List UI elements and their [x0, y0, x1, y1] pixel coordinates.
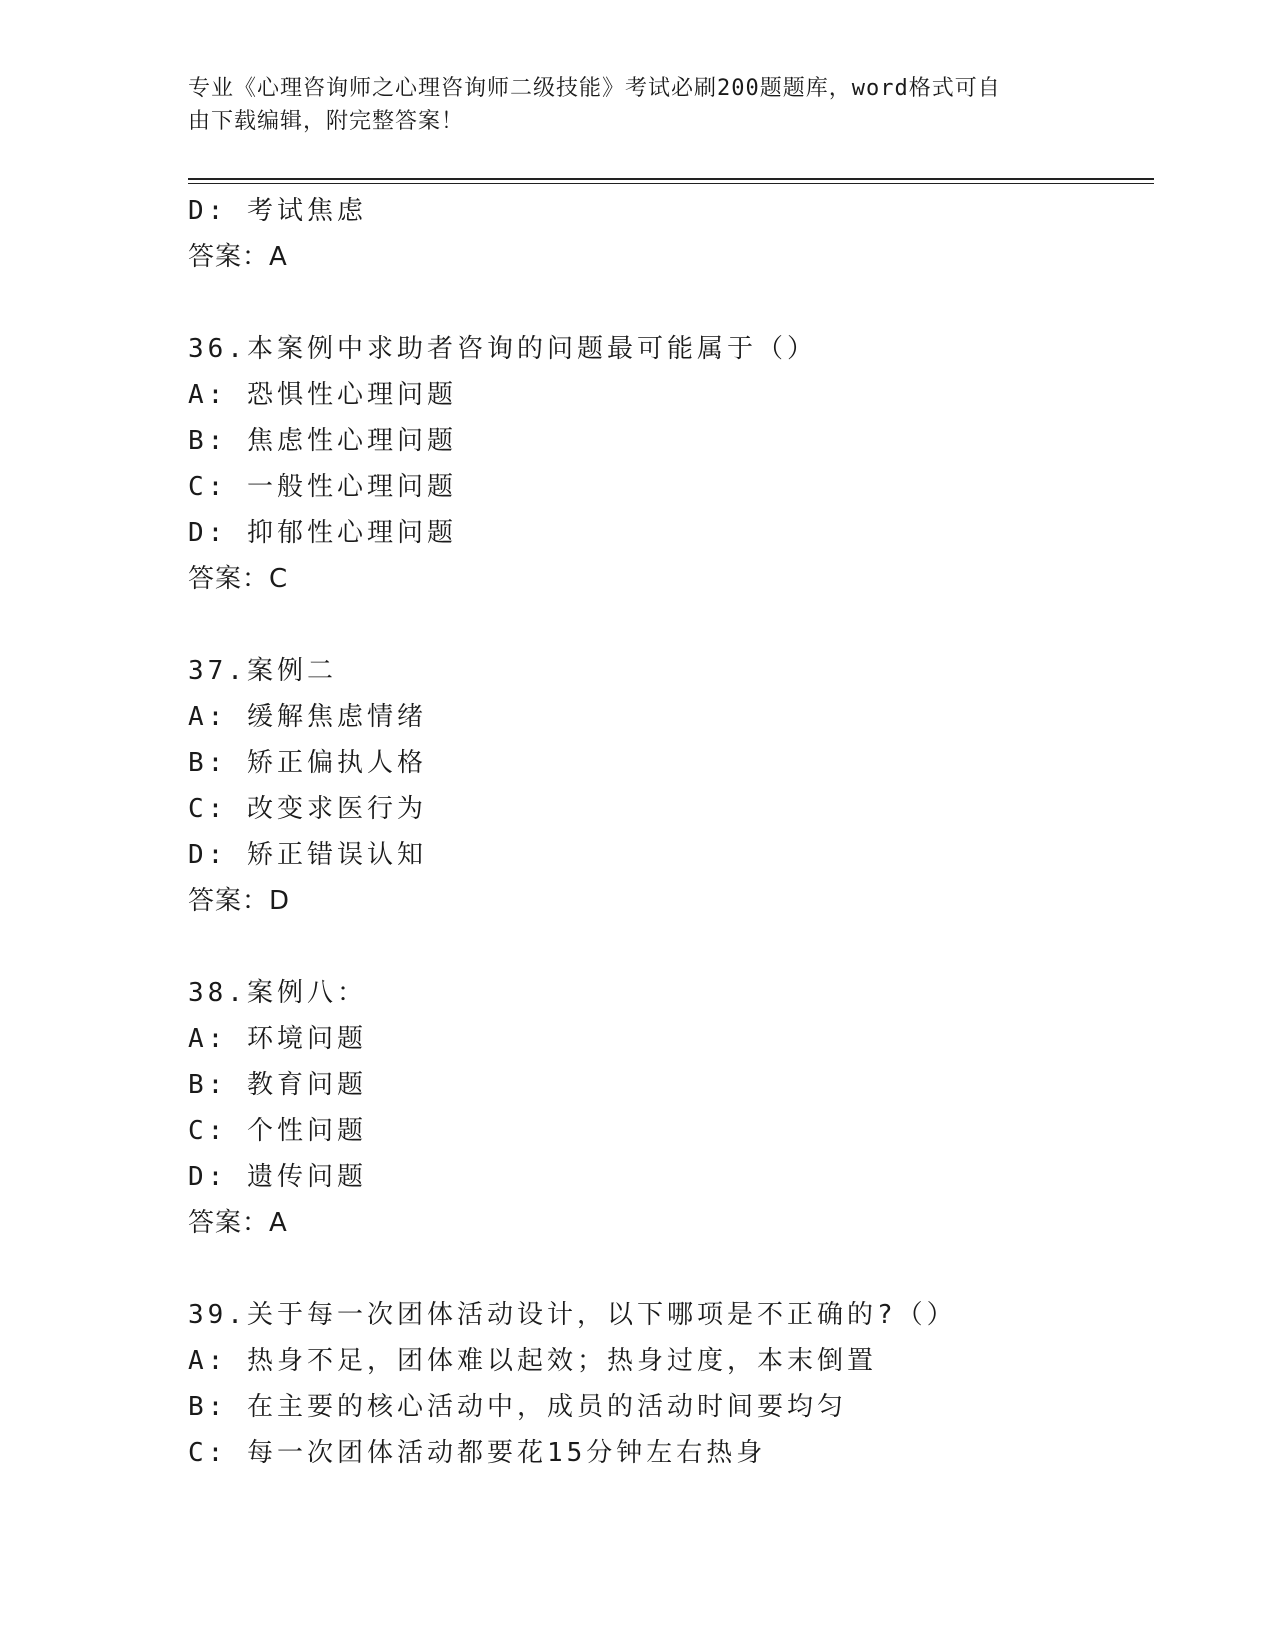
question-gap [188, 280, 1148, 326]
question-37-option-d: D: 矫正错误认知 [188, 840, 427, 870]
answer-label: 答案： [188, 242, 270, 272]
question-36-option-c: C: 一般性心理问题 [188, 472, 457, 502]
question-36-option-d: D: 抑郁性心理问题 [188, 518, 457, 548]
answer-value: C [269, 564, 289, 594]
question-36-stem: 36.本案例中求助者咨询的问题最可能属于（） [188, 334, 817, 364]
question-39-option-a: A: 热身不足，团体难以起效；热身过度，本末倒置 [188, 1346, 877, 1376]
question-36-option-b: B: 焦虑性心理问题 [188, 426, 457, 456]
question-gap [188, 602, 1148, 648]
answer-value: A [269, 242, 288, 272]
answer-label: 答案： [188, 564, 270, 594]
header-divider-thick [188, 178, 1154, 180]
question-37-answer [188, 878, 1148, 924]
question-37-option-b: B: 矫正偏执人格 [188, 748, 427, 778]
document-header [188, 72, 1088, 138]
question-37-option-c: C: 改变求医行为 [188, 794, 427, 824]
question-38-option-b: B: 教育问题 [188, 1070, 367, 1100]
question-gap [188, 924, 1148, 970]
question-39-stem: 39.关于每一次团体活动设计，以下哪项是不正确的?（） [188, 1300, 957, 1330]
answer-value: A [269, 1208, 288, 1238]
question-37-option-a: A: 缓解焦虑情绪 [188, 702, 427, 732]
question-list [188, 188, 1148, 1476]
question-38-option-d: D: 遗传问题 [188, 1162, 367, 1192]
answer-label: 答案： [188, 1208, 270, 1238]
question-38-option-a: A: 环境问题 [188, 1024, 367, 1054]
header-line-1: 专业《心理咨询师之心理咨询师二级技能》考试必刷200题题库，word格式可自 [188, 76, 1001, 101]
question-39-option-c: C: 每一次团体活动都要花15分钟左右热身 [188, 1438, 767, 1468]
header-divider-thin [188, 183, 1154, 184]
question-35-answer [188, 234, 1148, 280]
question-35-option-d: D: 考试焦虑 [188, 196, 367, 226]
question-38-stem: 38.案例八： [188, 978, 367, 1008]
question-36-answer [188, 556, 1148, 602]
question-37-stem: 37.案例二 [188, 656, 337, 686]
question-39-option-b: B: 在主要的核心活动中，成员的活动时间要均匀 [188, 1392, 847, 1422]
question-38-option-c: C: 个性问题 [188, 1116, 367, 1146]
answer-value: D [269, 886, 291, 916]
question-gap [188, 1246, 1148, 1292]
answer-label: 答案： [188, 886, 270, 916]
question-36-option-a: A: 恐惧性心理问题 [188, 380, 457, 410]
header-line-2: 由下载编辑，附完整答案！ [188, 109, 465, 134]
question-38-answer [188, 1200, 1148, 1246]
